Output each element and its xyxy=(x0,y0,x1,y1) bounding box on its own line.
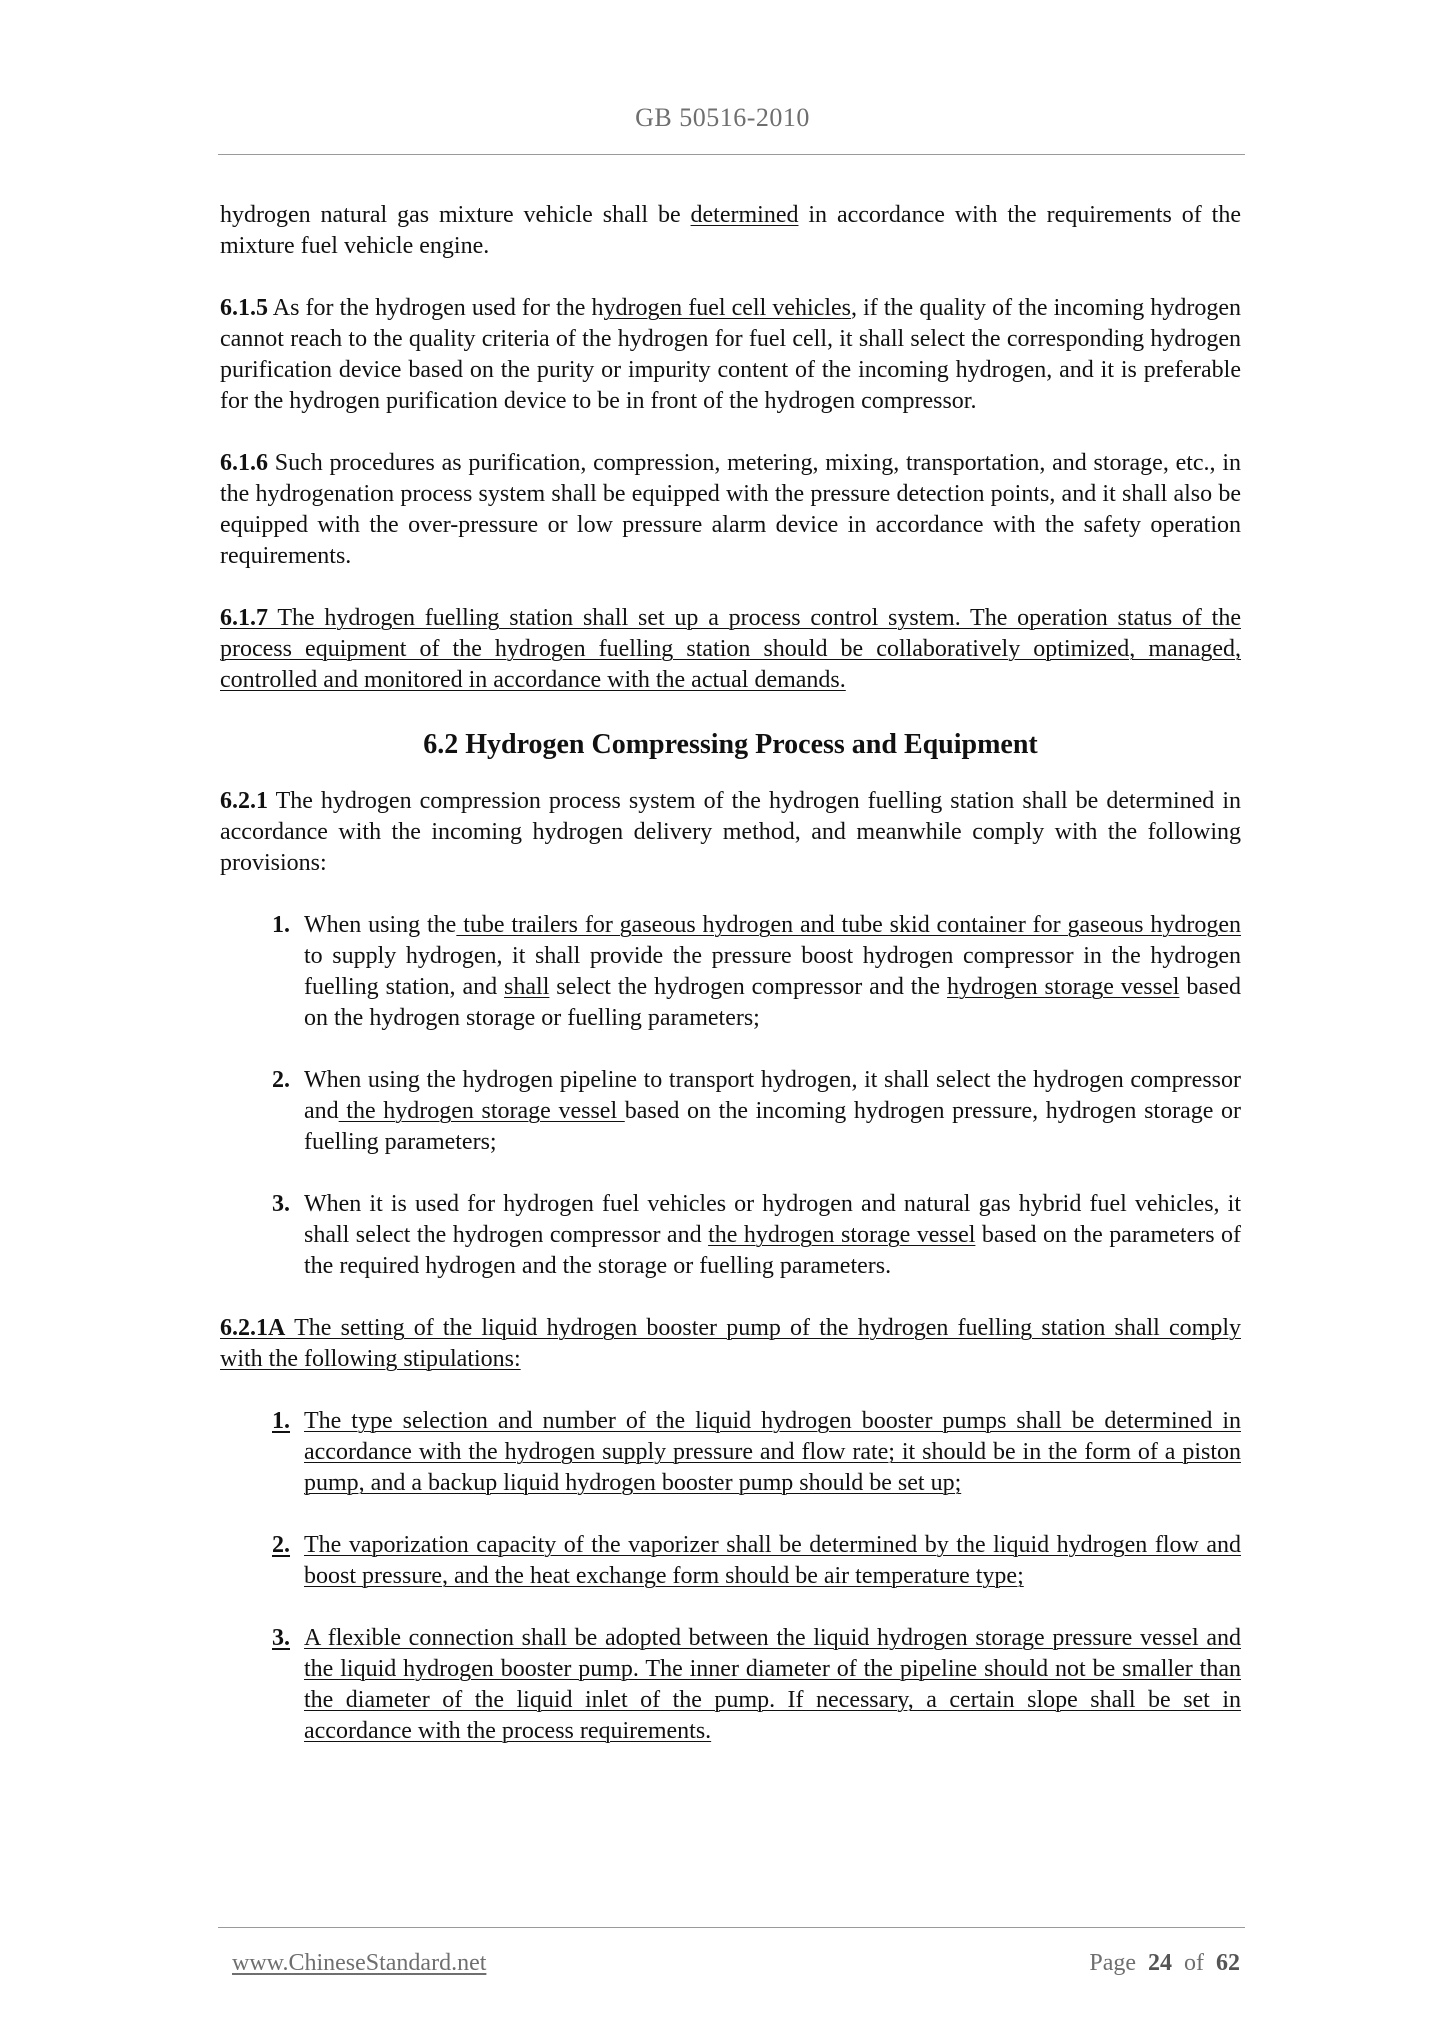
clause-6-1-5: 6.1.5 As for the hydrogen used for the hydrogen fuel cell vehicles, if the quality of the incoming hydrogen cannot reach to the quality criteria of the hydrogen for fuel cell, it shall select the corresponding hydrogen purification device based on the purity or impurity content of the incoming hydrogen, and it is preferable for the hydrogen purification device to be in front of the hydrogen compressor. xyxy=(220,295,1242,414)
header-divider xyxy=(218,154,1245,155)
list-number: 2. xyxy=(272,1532,290,1558)
underlined-text: hydrogen storage vessel xyxy=(947,974,1180,1000)
clause-number: 6.1.7 xyxy=(220,605,268,631)
clause-number: 6.1.5 xyxy=(220,295,268,321)
clause-6-2-1: 6.2.1 The hydrogen compression process system of the hydrogen fuelling station shall be determined in accordance with the incoming hydrogen delivery method, and meanwhile comply with the following provisions: xyxy=(220,788,1241,876)
underlined-text: the hydrogen storage vessel xyxy=(338,1098,625,1124)
list-number: 1. xyxy=(272,912,290,938)
page-number: Page 24 of 62 xyxy=(1089,1950,1240,1976)
total-pages: 62 xyxy=(1216,1950,1240,1976)
paragraph-continuation: hydrogen natural gas mixture vehicle shall be determined in accordance with the requirements of the mixture fuel vehicle engine. xyxy=(220,202,1241,259)
page-content xyxy=(220,200,1241,1747)
clause-6-1-7: 6.1.7 The hydrogen fuelling station shall set up a process control system. The operation status of the process equipment of the hydrogen fuelling station should be collaboratively optimized, managed, controlled and monitored in accordance with the actual demands. xyxy=(220,605,1241,693)
underlined-text: ydrogen fuel cell vehicles xyxy=(603,295,852,321)
list-item: 3. A flexible connection shall be adopted between the liquid hydrogen storage pressure vessel and the liquid hydrogen booster pump. The inner diameter of the pipeline should not be smaller than the diameter of the liquid inlet of the pump. If necessary, a certain slope shall be set in accordance with the process requirements. xyxy=(272,1625,1241,1744)
clause-number: 6.2.1A xyxy=(220,1315,286,1341)
underlined-text: shall xyxy=(504,974,550,1000)
list-number: 3. xyxy=(272,1625,290,1651)
list-number: 1. xyxy=(272,1408,290,1434)
clause-6-2-1A: 6.2.1A The setting of the liquid hydrogen booster pump of the hydrogen fuelling station shall comply with the following stipulations: xyxy=(220,1315,1241,1372)
list-item: 1. When using the tube trailers for gaseous hydrogen and tube skid container for gaseous hydrogen to supply hydrogen, it shall provide the pressure boost hydrogen compressor in the hydrogen fuelling station, and shall select the hydrogen compressor and the hydrogen storage vessel based on the hydrogen storage or fuelling parameters; xyxy=(272,912,1241,1031)
clause-6-1-6: 6.1.6 Such procedures as purification, compression, metering, mixing, transportation, and storage, etc., in the hydrogenation process system shall be equipped with the pressure detection points, and it shall also be equipped with the over-pressure or low pressure alarm device in accordance with the safety operation requirements. xyxy=(220,450,1241,569)
current-page: 24 xyxy=(1148,1950,1172,1976)
clause-number: 6.1.6 xyxy=(220,450,268,476)
section-heading-6-2: 6.2 Hydrogen Compressing Process and Equipment xyxy=(423,729,1038,760)
underlined-text: tube trailers for gaseous hydrogen and tube skid container for gaseous hydrogen xyxy=(456,912,1241,938)
list-item: 2. The vaporization capacity of the vaporizer shall be determined by the liquid hydrogen flow and boost pressure, and the heat exchange form should be air temperature type; xyxy=(272,1532,1241,1589)
clause-number: 6.2.1 xyxy=(220,788,268,814)
document-header-title: GB 50516-2010 xyxy=(635,103,810,132)
list-item: 1. The type selection and number of the liquid hydrogen booster pumps shall be determined in accordance with the hydrogen supply pressure and flow rate; it should be in the form of a piston pump, and a backup liquid hydrogen booster pump should be set up; xyxy=(272,1408,1241,1496)
list-item: 2. When using the hydrogen pipeline to transport hydrogen, it shall select the hydrogen compressor and the hydrogen storage vessel based on the incoming hydrogen pressure, hydrogen storage or fuelling parameters; xyxy=(272,1067,1241,1155)
footer-divider xyxy=(218,1927,1245,1928)
list-item: 3. When it is used for hydrogen fuel vehicles or hydrogen and natural gas hybrid fuel vehicles, it shall select the hydrogen compressor and the hydrogen storage vessel based on the parameters of the required hydrogen and the storage or fuelling parameters. xyxy=(272,1191,1241,1279)
underlined-text: determined xyxy=(690,202,799,228)
list-number: 2. xyxy=(272,1067,290,1093)
underlined-text: the hydrogen storage vessel xyxy=(708,1222,976,1248)
footer-website-link[interactable]: www.ChineseStandard.net xyxy=(232,1950,487,1976)
list-number: 3. xyxy=(272,1191,290,1217)
